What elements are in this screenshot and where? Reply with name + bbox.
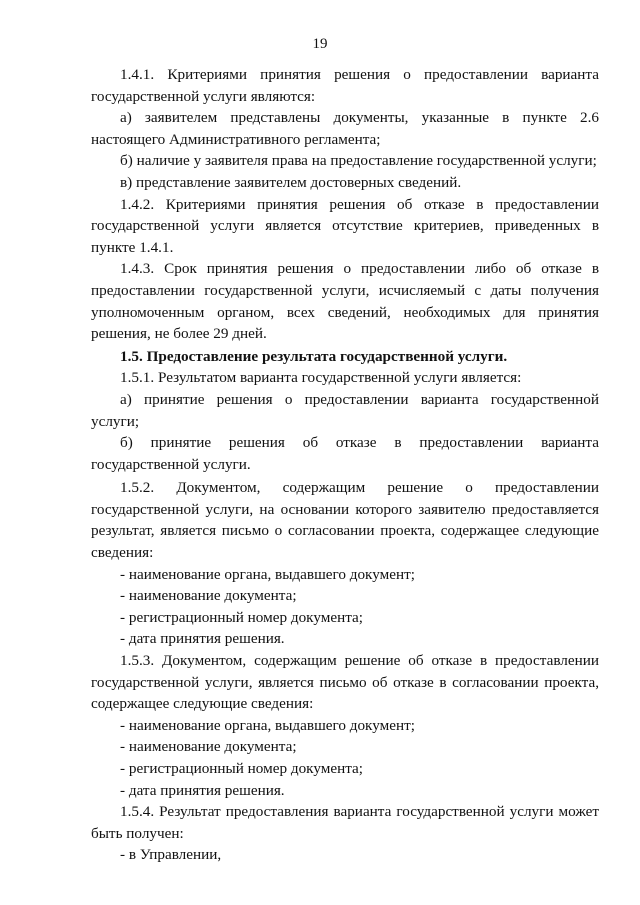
dash-item: - в Управлении, bbox=[120, 846, 222, 864]
paragraph-1-4-3: 1.4.3. Срок принятия решения о предоставлении либо об отказе в предоставлении государственной услуги, исчисляемый с даты получения уполномоченным органом, всех сведений, необходимых для принятия решения, не более 29 дней. bbox=[91, 260, 599, 343]
dash-item: - регистрационный номер документа; bbox=[120, 760, 363, 777]
result-item-a: а) принятие решения о предоставлении варианта государственной услуги; bbox=[91, 390, 599, 430]
section-heading-1-5: 1.5. Предоставление результата государственной услуги. bbox=[120, 347, 508, 365]
dash-item: - наименование органа, выдавшего документ; bbox=[120, 716, 415, 734]
paragraph-1-5-4: 1.5.4. Результат предоставления варианта государственной услуги может быть получен: bbox=[91, 803, 599, 842]
list-item-v: в) представление заявителем достоверных сведений. bbox=[120, 173, 462, 191]
paragraph-1-4-2: 1.4.2. Критериями принятия решения об отказе в предоставлении государственной услуги является отсутствие критериев, приведенных в пункте 1.4.1. bbox=[91, 195, 599, 256]
page-number: 19 bbox=[312, 36, 328, 52]
dash-item: - дата принятия решения. bbox=[120, 781, 285, 799]
list-item-a: а) заявителем представлены документы, указанные в пункте 2.6 настоящего Административного регламента; bbox=[91, 109, 599, 148]
dash-item: - дата принятия решения. bbox=[120, 630, 285, 648]
dash-item: - наименование документа; bbox=[120, 587, 297, 605]
document-body bbox=[91, 64, 599, 866]
paragraph-1-5-3: 1.5.3. Документом, содержащим решение об отказе в предоставлении государственной услуги, является письмо об отказе в согласовании проекта, содержащее следующие сведения: bbox=[91, 652, 599, 713]
paragraph-1-5-1: 1.5.1. Результатом варианта государственной услуги является: bbox=[120, 369, 522, 387]
result-item-b: б) принятие решения об отказе в предоставлении варианта государственной услуги. bbox=[91, 434, 599, 473]
paragraph-1-5-2: 1.5.2. Документом, содержащим решение о предоставлении государственной услуги, на основании которого заявителю предоставляется результат, является письмо о согласовании проекта, содержащее следующие сведения: bbox=[91, 479, 599, 562]
dash-item: - наименование органа, выдавшего документ; bbox=[120, 565, 415, 583]
dash-item: - наименование документа; bbox=[120, 738, 297, 756]
paragraph-1-4-1: 1.4.1. Критериями принятия решения о предоставлении варианта государственной услуги являются: bbox=[91, 66, 599, 105]
dash-item: - регистрационный номер документа; bbox=[120, 608, 363, 626]
list-item-b: б) наличие у заявителя права на предоставление государственной услуги; bbox=[120, 152, 597, 170]
